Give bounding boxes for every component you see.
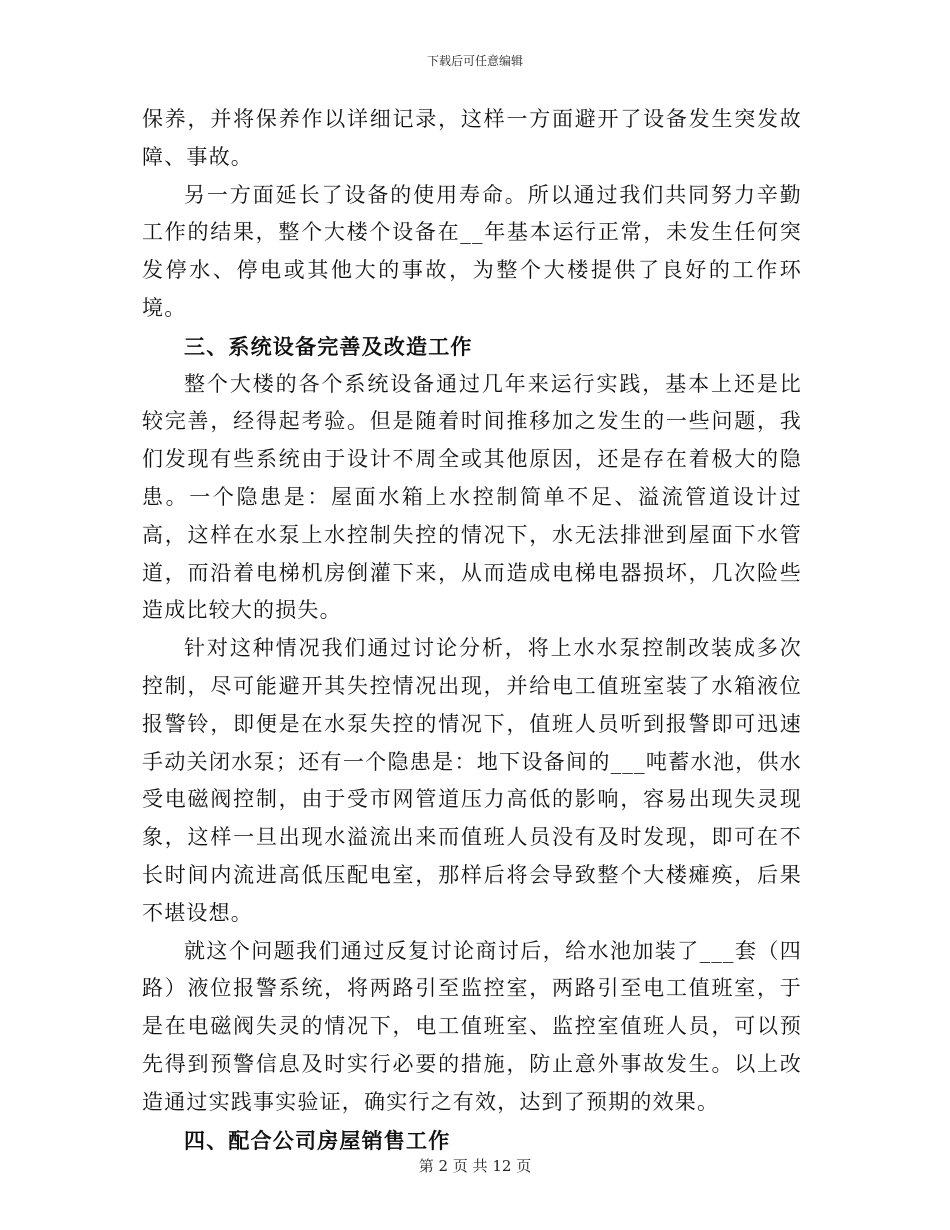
paragraph: 整个大楼的各个系统设备通过几年来运行实践，基本上还是比较完善，经得起考验。但是随着时间推移加之发生的一些问题，我们发现有些系统由于设计不周全或其他原因，还是存在着极大的隐患。一个隐患是：屋面水箱上水控制简单不足、溢流管道设计过高，这样在水泵上水控制失控的情况下，水无法排泄到屋面下水管道，而沿着电梯机房倒灌下来，从而造成电梯电器损坏，几次险些造成比较大的损失。 [142,371,802,623]
paragraph: 针对这种情况我们通过讨论分析，将上水水泵控制改装成多次控制，尽可能避开其失控情况出现，并给电工值班室装了水箱液位报警铃，即便是在水泵失控的情况下，值班人员听到报警即可迅速手动关闭水泵；还有一个隐患是：地下设备间的___吨蓄水池，供水受电磁阀控制，由于受市网管道压力高低的影响，容易出现失灵现象，这样一旦出现水溢流出来而值班人员没有及时发现，即可在不长时间内流进高低压配电室，那样后将会导致整个大楼瘫痪，后果不堪设想。 [142,636,802,925]
section-heading-3: 三、系统设备完善及改造工作 [184,333,473,359]
paragraph-continuation: 保养，并将保养作以详细记录，这样一方面避开了设备发生突发故障、事故。 [142,107,802,169]
header-note: 下载后可任意编辑 [426,54,523,68]
paragraph: 另一方面延长了设备的使用寿命。所以通过我们共同努力辛勤工作的结果，整个大楼个设备在__年基本运行正常，未发生任何突发停水、停电或其他大的事故，为整个大楼提供了良好的工作环境。 [142,182,802,320]
paragraph: 就这个问题我们通过反复讨论商讨后，给水池加装了___套（四路）液位报警系统，将两路引至监控室，两路引至电工值班室，于是在电磁阀失灵的情况下，电工值班室、监控室值班人员，可以预先得到预警信息及时实行必要的措施，防止意外事故发生。以上改造通过实践事实验证，确实行之有效，达到了预期的效果。 [142,938,802,1114]
section-heading-4: 四、配合公司房屋销售工作 [184,1127,451,1153]
document-body [142,101,802,1159]
page-number-footer: 第 2 页 共 12 页 [418,1157,532,1175]
